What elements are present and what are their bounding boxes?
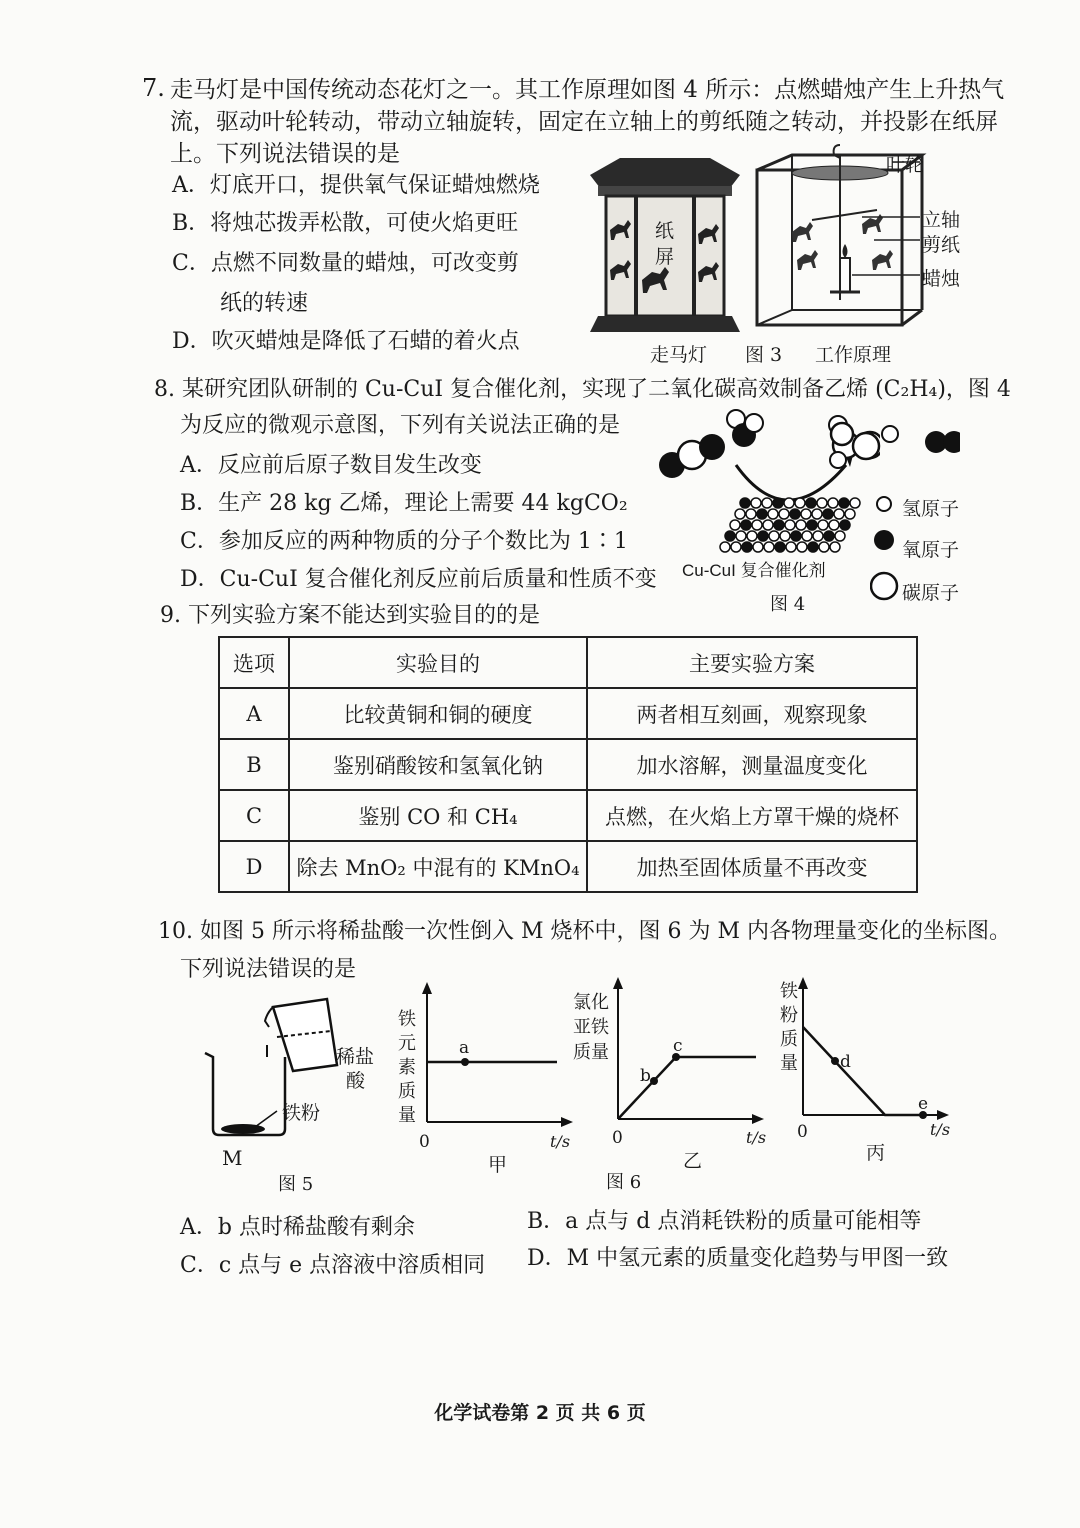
acid-label-1: 稀盐 <box>336 1046 375 1068</box>
q10-option-d[interactable]: D．M 中氢元素的质量变化趋势与甲图一致 <box>527 1246 949 1271</box>
label-candle: 蜡烛 <box>922 268 961 290</box>
graph-bing-origin: 0 <box>797 1122 808 1142</box>
q10-option-c[interactable]: C．c 点与 e 点溶液中溶质相同 <box>180 1253 486 1278</box>
page-footer: 化学试卷第 2 页 共 6 页 <box>434 1402 646 1424</box>
graph-jia-origin: 0 <box>419 1132 430 1152</box>
q7-option-a[interactable]: A．灯底开口，提供氧气保证蜡烛燃烧 <box>172 173 540 198</box>
row-c-purpose: 鉴别 CO 和 CH₄ <box>289 790 587 841</box>
legend-oxygen: 氧原子 <box>902 539 960 561</box>
q9-stem: 9. 下列实验方案不能达到实验目的的是 <box>160 603 540 628</box>
point-a: a <box>459 1038 470 1058</box>
table-row <box>219 841 917 892</box>
graph-bing-name: 丙 <box>866 1142 886 1164</box>
q8-option-a[interactable]: A．反应前后原子数目发生改变 <box>180 453 482 478</box>
graph-jia-ylabel: 铁 元 素 质 量 <box>398 1009 416 1126</box>
experiment-table <box>218 636 918 893</box>
header-option: 选项 <box>219 637 289 688</box>
q8-option-b[interactable]: B．生产 28 kg 乙烯，理论上需要 44 kgCO₂ <box>180 491 628 516</box>
q7-option-d[interactable]: D．吹灭蜡烛是降低了石蜡的着火点 <box>172 329 520 354</box>
fig3-caption: 图 3 <box>745 344 783 366</box>
graph-jia-xlabel: t/s <box>550 1132 571 1151</box>
header-plan: 主要实验方案 <box>587 637 917 688</box>
table-header-row <box>219 637 917 688</box>
point-d: d <box>840 1052 851 1072</box>
acid-label-2: 酸 <box>346 1070 366 1092</box>
catalyst-label: Cu-CuI 复合催化剂 <box>682 561 826 580</box>
row-d-option: D <box>219 841 289 892</box>
row-d-plan: 加热至固体质量不再改变 <box>587 841 917 892</box>
label-papercut: 剪纸 <box>922 234 961 256</box>
q7-option-c-cont: 纸的转速 <box>220 291 309 316</box>
iron-powder-label: 铁粉 <box>282 1102 321 1124</box>
q7-number: 7. <box>142 74 165 102</box>
label-shaft: 立轴 <box>922 209 961 231</box>
legend-hydrogen: 氢原子 <box>902 498 960 520</box>
table-row <box>219 688 917 739</box>
q10-stem-line1: 10. 如图 5 所示将稀盐酸一次性倒入 M 烧杯中，图 6 为 M 内各物理量变化的坐标图。 <box>158 919 1011 944</box>
q7-option-c[interactable]: C．点燃不同数量的蜡烛，可改变剪 <box>172 251 519 276</box>
q7-stem-line2: 流，驱动叶轮转动，带动立轴旋转，固定在立轴上的剪纸随之转动，并投影在纸屏 <box>170 109 998 135</box>
graph-yi <box>610 975 770 1125</box>
legend-carbon: 碳原子 <box>902 582 960 604</box>
fig3-caption-principle: 工作原理 <box>815 344 892 366</box>
graph-bing-ylabel: 铁 粉 质 量 <box>780 981 798 1074</box>
header-purpose: 实验目的 <box>289 637 587 688</box>
q8-stem-line2: 为反应的微观示意图，下列有关说法正确的是 <box>180 413 621 438</box>
q8-option-d[interactable]: D．Cu-CuI 复合催化剂反应前后质量和性质不变 <box>180 567 657 592</box>
q7-stem-line3: 上。下列说法错误的是 <box>170 141 400 167</box>
q10-stem-line2: 下列说法错误的是 <box>180 957 357 982</box>
q7-option-b[interactable]: B．将烛芯拨弄松散，可使火焰更旺 <box>172 211 519 236</box>
point-c: c <box>673 1036 683 1056</box>
row-b-purpose: 鉴别硝酸铵和氢氧化钠 <box>289 739 587 790</box>
row-a-plan: 两者相互刻画，观察现象 <box>587 688 917 739</box>
fig6-caption: 图 6 <box>606 1172 642 1193</box>
graph-jia <box>415 980 575 1130</box>
row-a-purpose: 比较黄铜和铜的硬度 <box>289 688 587 739</box>
row-c-option: C <box>219 790 289 841</box>
row-a-option: A <box>219 688 289 739</box>
legend-markers <box>870 490 900 602</box>
q7-stem-line1: 走马灯是中国传统动态花灯之一。其工作原理如图 4 所示：点燃蜡烛产生上升热气 <box>170 77 1005 103</box>
row-d-purpose: 除去 MnO₂ 中混有的 KMnO₄ <box>289 841 587 892</box>
q8-option-c[interactable]: C．参加反应的两种物质的分子个数比为 1∶1 <box>180 529 628 554</box>
fig4-caption: 图 4 <box>770 594 806 615</box>
beaker-label: M <box>222 1146 243 1170</box>
label-impeller: 叶轮 <box>886 154 925 176</box>
point-b: b <box>640 1066 651 1086</box>
point-e: e <box>918 1094 929 1114</box>
catalyst-surface <box>705 495 865 559</box>
graph-yi-name: 乙 <box>683 1150 703 1172</box>
graph-yi-xlabel: t/s <box>746 1128 767 1147</box>
q8-stem-line1: 8. 某研究团队研制的 Cu-CuI 复合催化剂，实现了二氧化碳高效制备乙烯 (C₂H₄)，图 4 <box>154 377 1011 402</box>
table-row <box>219 739 917 790</box>
row-b-plan: 加水溶解，测量温度变化 <box>587 739 917 790</box>
graph-jia-name: 甲 <box>488 1154 508 1176</box>
table-row <box>219 790 917 841</box>
q10-option-a[interactable]: A．b 点时稀盐酸有剩余 <box>180 1215 415 1240</box>
fig3-caption-lantern: 走马灯 <box>650 344 708 366</box>
graph-yi-origin: 0 <box>612 1128 623 1148</box>
graph-bing-xlabel: t/s <box>930 1120 951 1139</box>
graph-yi-ylabel: 氯化 亚铁 质量 <box>573 992 609 1063</box>
q10-option-b[interactable]: B．a 点与 d 点消耗铁粉的质量可能相等 <box>527 1209 922 1234</box>
graph-bing <box>795 975 955 1125</box>
row-b-option: B <box>219 739 289 790</box>
lantern-screen-label-2: 屏 <box>655 246 675 268</box>
reaction-products <box>820 416 960 466</box>
fig5-caption: 图 5 <box>278 1174 314 1195</box>
lantern-screen-label-1: 纸 <box>655 220 675 242</box>
row-c-plan: 点燃，在火焰上方罩干燥的烧杯 <box>587 790 917 841</box>
